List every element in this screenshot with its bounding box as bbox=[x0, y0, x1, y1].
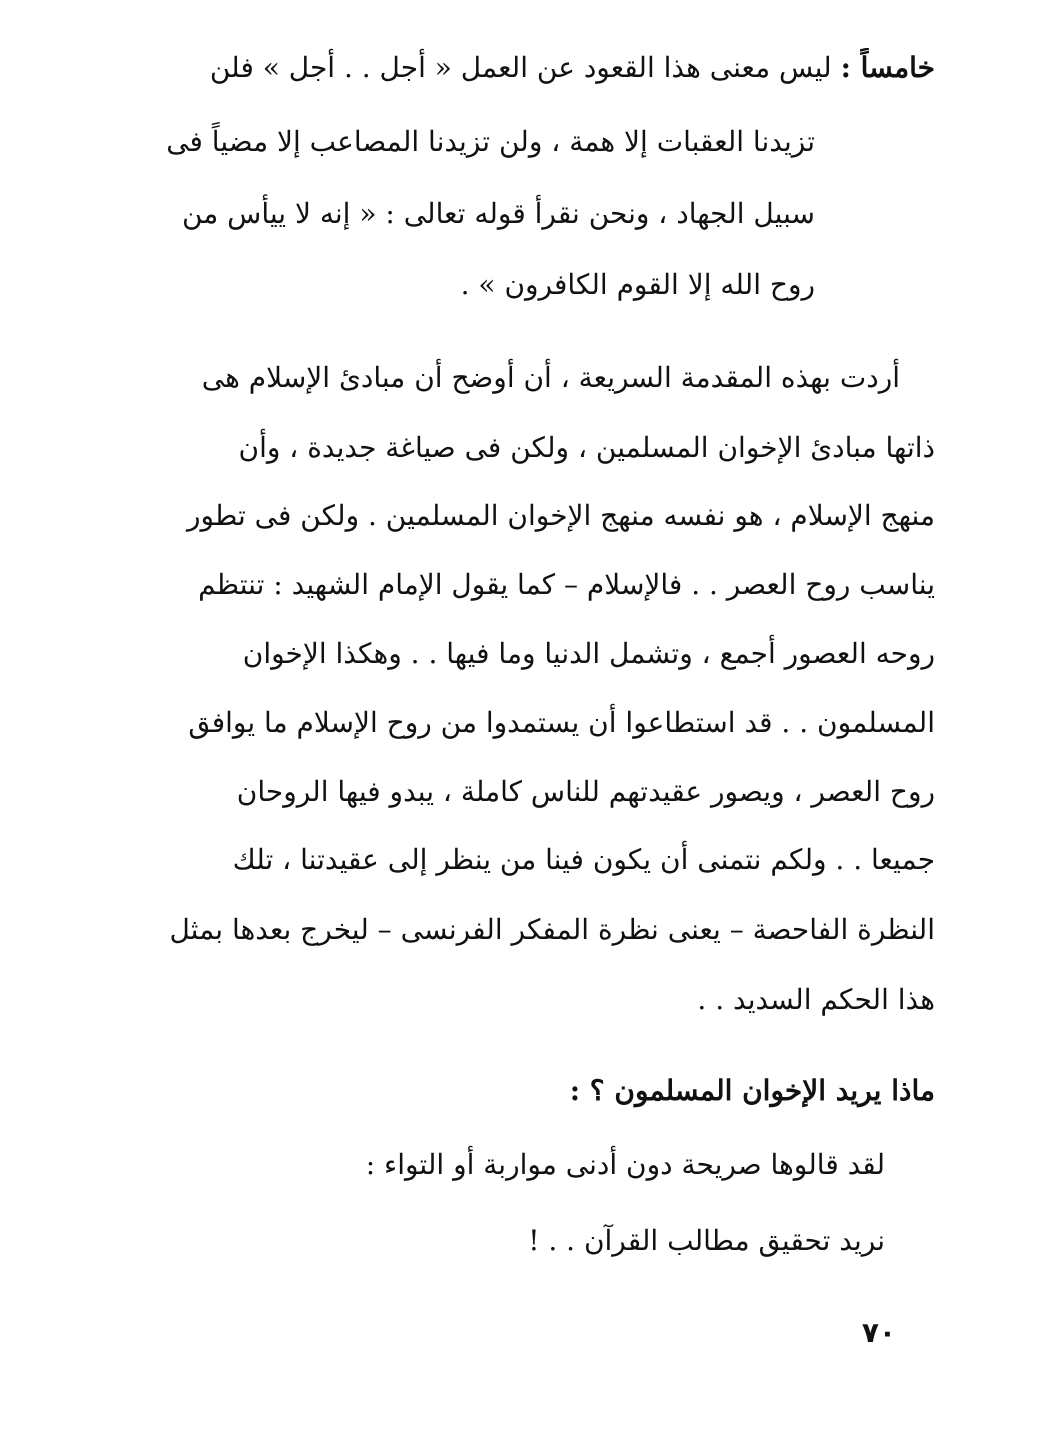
paragraph-3-line-1: لقد قالوها صريحة دون أدنى مواربة أو التواء : bbox=[365, 1148, 885, 1181]
paragraph-2-line-6: المسلمون . . قد استطاعوا أن يستمدوا من روح الإسلام ما يوافق bbox=[188, 706, 935, 739]
paragraph-2-line-10: هذا الحكم السديد . . bbox=[697, 983, 935, 1016]
paragraph-1-line-2: تزيدنا العقبات إلا همة ، ولن تزيدنا المصاعب إلا مضياً فى bbox=[166, 125, 815, 158]
paragraph-2-line-8: جميعا . . ولكم نتمنى أن يكون فينا من ينظر إلى عقيدتنا ، تلك bbox=[232, 843, 935, 876]
page-number: ٧٠ bbox=[861, 1316, 896, 1349]
paragraph-1-line-4: روح الله إلا القوم الكافرون » . bbox=[460, 268, 815, 301]
paragraph-3-line-2: نريد تحقيق مطالب القرآن . . ! bbox=[528, 1224, 885, 1257]
paragraph-1-line-1 bbox=[100, 48, 935, 88]
point-label: خامساً : bbox=[840, 51, 935, 84]
paragraph-1-line-3: سبيل الجهاد ، ونحن نقرأ قوله تعالى : « إنه لا ييأس من bbox=[181, 197, 815, 230]
paragraph-2-line-4: يناسب روح العصر . . فالإسلام – كما يقول الإمام الشهيد : تنتظم bbox=[198, 568, 935, 601]
paragraph-2-line-5: روحه العصور أجمع ، وتشمل الدنيا وما فيها . . وهكذا الإخوان bbox=[242, 637, 935, 670]
paragraph-2-line-1: أردت بهذه المقدمة السريعة ، أن أوضح أن مبادئ الإسلام هى bbox=[201, 361, 900, 394]
paragraph-2-line-3: منهج الإسلام ، هو نفسه منهج الإخوان المسلمين . ولكن فى تطور bbox=[187, 499, 935, 532]
paragraph-2-line-2: ذاتها مبادئ الإخوان المسلمين ، ولكن فى صياغة جديدة ، وأن bbox=[238, 431, 935, 464]
paragraph-1-line-1-text: ليس معنى هذا القعود عن العمل « أجل . . أجل » فلن bbox=[209, 51, 832, 84]
paragraph-2-line-9: النظرة الفاحصة – يعنى نظرة المفكر الفرنسى – ليخرج بعدها بمثل bbox=[169, 913, 935, 946]
section-heading: ماذا يريد الإخوان المسلمون ؟ : bbox=[569, 1074, 935, 1107]
paragraph-2-line-7: روح العصر ، ويصور عقيدتهم للناس كاملة ، يبدو فيها الروحان bbox=[236, 775, 935, 808]
